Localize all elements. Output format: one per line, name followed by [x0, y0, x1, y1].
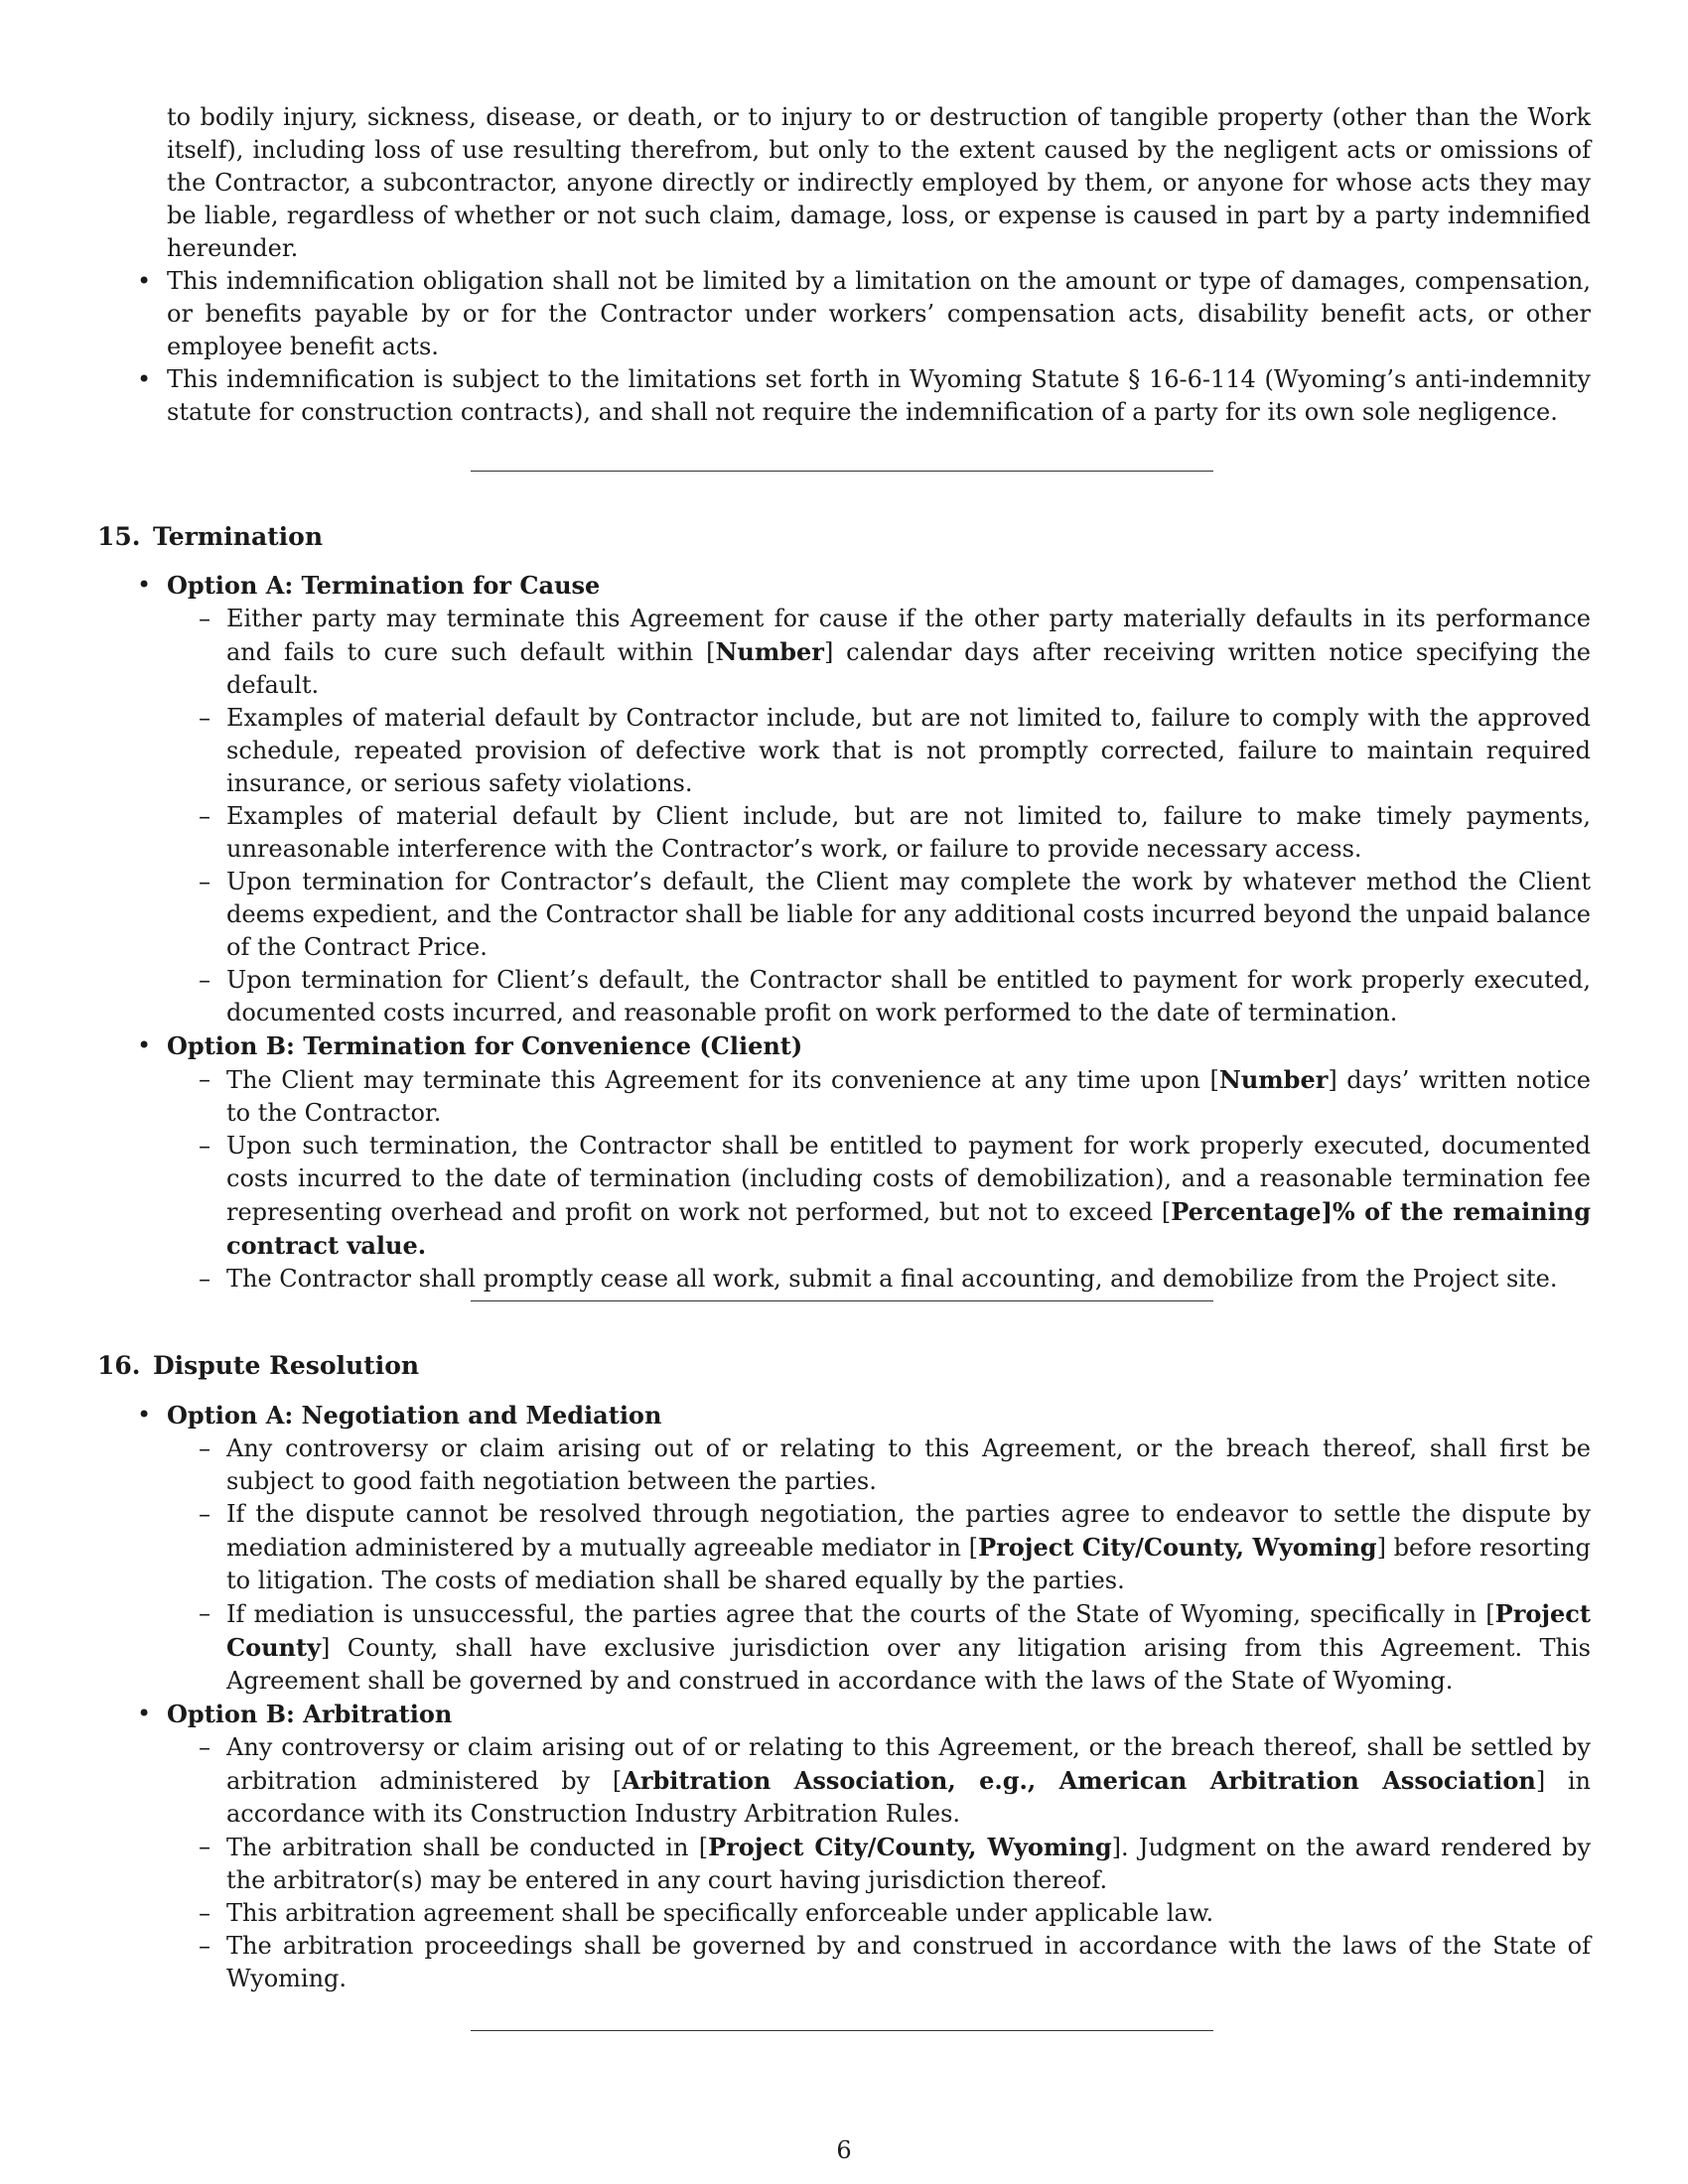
indemnity-bullet: • This indemnification obligation shall not be limited by a limitation on the amount or type of damages, compensation, or benefits payable by or for the Contractor under workers’ compensation acts, disability benefit acts, or other employee benefit acts. — [0, 265, 1688, 363]
list-item: – Examples of material default by Client include, but are not limited to, failure to make timely payments, unreasonable interference with the Contractor’s work, or failure to provide necessary access. — [167, 800, 1591, 866]
list-item: – Upon termination for Contractor’s default, the Client may complete the work by whatever method the Client deems expedient, and the Contractor shall be liable for any additional costs incurred beyond the unpaid balance of the Contract Price. — [167, 866, 1591, 964]
dispute-options — [0, 1399, 1688, 1995]
indemnity-bullet: • This indemnification is subject to the limitations set forth in Wyoming Statute § 16-6-114 (Wyoming’s anti-indemnity statute for construction contracts), and shall not require the indemnification of a party for its own sole negligence. — [0, 363, 1688, 429]
option-items — [167, 603, 1591, 1029]
list-item: – The Client may terminate this Agreement for its convenience at any time upon [Number] days’ written notice to the Contractor. — [167, 1063, 1591, 1130]
section-divider — [471, 2030, 1213, 2031]
list-item: – Either party may terminate this Agreement for cause if the other party materially defaults in its performance and fails to cure such default within [Number] calendar days after receiving written notice specifying the default. — [167, 603, 1591, 702]
list-item: – The arbitration shall be conducted in [Project City/County, Wyoming]. Judgment on the award rendered by the arbitrator(s) may be entered in any court having jurisdiction thereof. — [167, 1831, 1591, 1897]
termination-options — [0, 569, 1688, 1296]
option-items — [167, 1433, 1591, 1698]
option-arbitration — [0, 1698, 1688, 1995]
section-title: Dispute Resolution — [153, 1351, 420, 1380]
list-item: – Any controversy or claim arising out of or relating to this Agreement, or the breach thereof, shall first be subject to good faith negotiation between the parties. — [167, 1433, 1591, 1498]
list-item: – Examples of material default by Contractor include, but are not limited to, failure to comply with the approved schedule, repeated provision of defective work that is not promptly corrected, failure to maintain required insurance, or serious safety violations. — [167, 702, 1591, 800]
section-divider — [471, 471, 1213, 472]
continued-paragraph: to bodily injury, sickness, disease, or death, or to injury to or destruction of tangible property (other than the Work itself), including loss of use resulting therefrom, but only to the extent caused by the negligent acts or omissions of the Contractor, a subcontractor, anyone directly or indirectly employed by them, or anyone for whose acts they may be liable, regardless of whether or not such claim, damage, loss, or expense is caused in part by a party indemnified hereunder. — [167, 103, 1591, 262]
indemnification-continued — [0, 101, 1688, 429]
option-title: Option A: Negotiation and Mediation — [167, 1401, 662, 1430]
section-number: 15. — [97, 522, 141, 551]
list-item: – This arbitration agreement shall be specifically enforceable under applicable law. — [167, 1897, 1591, 1930]
list-item: – Upon termination for Client’s default, the Contractor shall be entitled to payment for work properly executed, documented costs incurred, and reasonable profit on work performed to the date of termination. — [167, 964, 1591, 1029]
section-divider — [471, 1300, 1213, 1301]
list-item: – Upon such termination, the Contractor shall be entitled to payment for work properly executed, documented costs incurred to the date of termination (including costs of demobilization), and a reasonable termination fee representing overhead and profit on work not performed, but not to exceed [Percentage]% of the remaining contract value. — [167, 1130, 1591, 1263]
list-item: – The arbitration proceedings shall be governed by and construed in accordance with the laws of the State of Wyoming. — [167, 1930, 1591, 1995]
section-heading-termination — [97, 520, 323, 553]
option-termination-for-cause — [0, 569, 1688, 1029]
option-title: Option B: Termination for Convenience (Client) — [167, 1031, 803, 1060]
option-title: Option A: Termination for Cause — [167, 571, 601, 600]
section-number: 16. — [97, 1351, 141, 1380]
option-items — [167, 1063, 1591, 1296]
option-title: Option B: Arbitration — [167, 1700, 453, 1728]
list-item: – The Contractor shall promptly cease all work, submit a final accounting, and demobilize from the Project site. — [167, 1263, 1591, 1296]
section-title: Termination — [153, 522, 324, 551]
page-number: 6 — [836, 2136, 852, 2164]
list-item: – Any controversy or claim arising out of or relating to this Agreement, or the breach thereof, shall be settled by arbitration administered by [Arbitration Association, e.g., American Arbitration Association] in accordance with its Construction Industry Arbitration Rules. — [167, 1731, 1591, 1831]
list-item: – If the dispute cannot be resolved through negotiation, the parties agree to endeavor to settle the dispute by mediation administered by a mutually agreeable mediator in [Project City/County, Wyoming] before resorting to litigation. The costs of mediation shall be shared equally by the parties. — [167, 1498, 1591, 1597]
list-item: – If mediation is unsuccessful, the parties agree that the courts of the State of Wyoming, specifically in [Project County] County, shall have exclusive jurisdiction over any litigation arising from this Agreement. This Agreement shall be governed by and construed in accordance with the laws of the State of Wyoming. — [167, 1597, 1591, 1698]
option-items — [167, 1731, 1591, 1995]
option-termination-for-convenience — [0, 1029, 1688, 1296]
section-heading-dispute-resolution — [97, 1349, 419, 1382]
option-negotiation-and-mediation — [0, 1399, 1688, 1698]
